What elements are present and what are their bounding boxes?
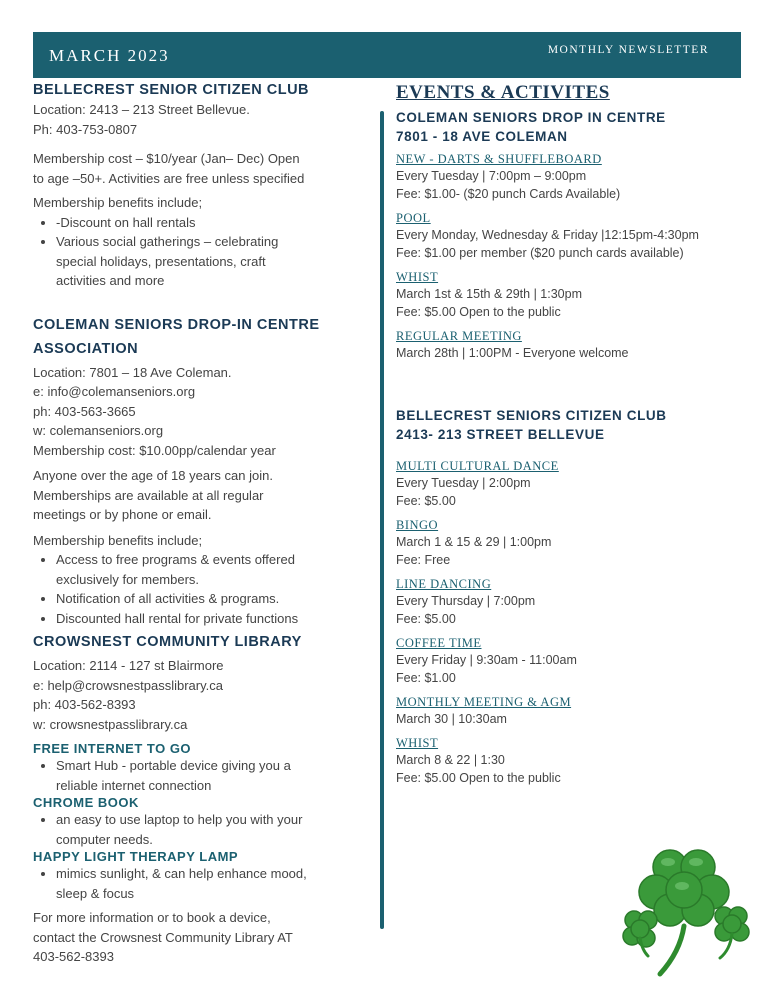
list-item-text: Various social gatherings – celebrating <box>56 234 279 249</box>
coleman-para-line: Memberships are available at all regular <box>33 487 264 503</box>
chrome-list <box>33 810 378 849</box>
list-item-text: Smart Hub - portable device giving you a <box>56 758 291 773</box>
coleman-events-name: COLEMAN SENIORS DROP IN CENTRE <box>396 110 666 125</box>
event-item <box>396 735 748 787</box>
coleman-info <box>33 363 378 461</box>
bellecrest-info <box>33 100 378 139</box>
event-fee: Fee: Free <box>396 553 451 567</box>
bellecrest-location: Location: 2413 – 213 Street Bellevue. <box>33 102 250 117</box>
event-name: REGULAR MEETING <box>396 329 522 343</box>
list-item <box>56 550 378 589</box>
event-item <box>396 635 748 687</box>
list-item-text: activities and more <box>56 273 165 288</box>
bellecrest-benefits-list <box>33 213 378 291</box>
internet-title: FREE INTERNET TO GO <box>33 741 192 756</box>
list-item <box>56 232 378 291</box>
event-name: LINE DANCING <box>396 577 492 591</box>
library-location: Location: 2114 - 127 st Blairmore <box>33 658 224 673</box>
list-item <box>56 810 378 849</box>
event-name: MULTI CULTURAL DANCE <box>396 459 559 473</box>
bellecrest-benefits-intro: Membership benefits include; <box>33 195 203 210</box>
event-name: POOL <box>396 211 431 225</box>
event-fee: Fee: $1.00- ($20 punch Cards Available) <box>396 187 621 201</box>
newsletter-label: MONTHLY NEWSLETTER <box>547 44 709 56</box>
bellecrest-events-address: 2413- 213 STREET BELLEVUE <box>396 427 605 442</box>
event-name: WHIST <box>396 270 439 284</box>
events-title: EVENTS & ACTIVITES <box>396 82 610 103</box>
event-time: Every Friday | 9:30am - 11:00am <box>396 653 577 667</box>
event-time: Every Tuesday | 7:00pm – 9:00pm <box>396 169 587 183</box>
shamrock-icon <box>620 842 755 982</box>
event-name: WHIST <box>396 736 439 750</box>
event-time: Every Tuesday | 2:00pm <box>396 476 531 490</box>
list-item <box>56 756 378 795</box>
coleman-website[interactable]: w: colemanseniors.org <box>33 423 164 438</box>
library-title: CROWSNEST COMMUNITY LIBRARY <box>33 634 302 650</box>
left-column <box>33 82 378 967</box>
list-item-text: sleep & focus <box>56 885 135 901</box>
list-item-text: exclusively for members. <box>56 571 200 587</box>
bellecrest-title: BELLECREST SENIOR CITIZEN CLUB <box>33 82 310 98</box>
internet-list <box>33 756 378 795</box>
event-item <box>396 269 748 321</box>
event-item <box>396 694 748 728</box>
event-fee: Fee: $5.00 Open to the public <box>396 305 561 319</box>
event-fee: Fee: $1.00 per member ($20 punch cards available) <box>396 246 684 260</box>
lamp-title: HAPPY LIGHT THERAPY LAMP <box>33 849 239 864</box>
lamp-list <box>33 864 378 903</box>
coleman-para-line: meetings or by phone or email. <box>33 507 212 522</box>
list-item-text: reliable internet connection <box>56 777 212 793</box>
header-banner <box>33 32 741 78</box>
event-item <box>396 517 748 569</box>
library-more-line: 403-562-8393 <box>33 949 114 964</box>
list-item-text: computer needs. <box>56 831 153 847</box>
coleman-events-address: 7801 - 18 AVE COLEMAN <box>396 129 568 144</box>
library-more-info <box>33 908 378 967</box>
coleman-title-line: ASSOCIATION <box>33 340 139 357</box>
coleman-events-header <box>396 108 748 146</box>
event-item <box>396 210 748 262</box>
coleman-benefits-intro: Membership benefits include; <box>33 532 203 548</box>
library-more-line: contact the Crowsnest Community Library AT <box>33 929 293 945</box>
bellecrest-cost-line: Membership cost – $10/year (Jan– Dec) Open <box>33 151 300 166</box>
coleman-phone: ph: 403-563-3665 <box>33 403 136 419</box>
coleman-para <box>33 466 378 525</box>
bellecrest-cost-line: to age –50+. Activities are free unless specified <box>33 170 305 186</box>
coleman-title <box>33 313 378 361</box>
event-time: March 1st & 15th & 29th | 1:30pm <box>396 287 582 301</box>
list-item: • Discounted hall rental for private functions <box>56 609 378 629</box>
event-time: Every Thursday | 7:00pm <box>396 594 536 608</box>
library-more-line: For more information or to book a device, <box>33 910 271 925</box>
list-item: • -Discount on hall rentals <box>56 213 378 233</box>
library-website[interactable]: w: crowsnestpasslibrary.ca <box>33 716 188 732</box>
list-item <box>56 864 378 903</box>
coleman-title-line: COLEMAN SENIORS DROP-IN CENTRE <box>33 316 320 333</box>
list-item-text: Access to free programs & events offered <box>56 552 295 567</box>
bellecrest-events-header <box>396 406 748 444</box>
coleman-location: Location: 7801 – 18 Ave Coleman. <box>33 364 232 380</box>
event-time: March 30 | 10:30am <box>396 712 507 726</box>
bellecrest-phone: Ph: 403-753-0807 <box>33 121 138 137</box>
right-column <box>396 82 748 787</box>
issue-month: MARCH 2023 <box>49 46 170 65</box>
list-item-text: mimics sunlight, & can help enhance mood, <box>56 866 307 881</box>
event-time: March 8 & 22 | 1:30 <box>396 753 505 767</box>
list-item-text: special holidays, presentations, craft <box>56 253 266 269</box>
event-time: March 1 & 15 & 29 | 1:00pm <box>396 535 552 549</box>
coleman-para-line: Anyone over the age of 18 years can join. <box>33 468 273 483</box>
list-item-text: an easy to use laptop to help you with your <box>56 812 303 827</box>
library-info <box>33 656 378 734</box>
chrome-title: CHROME BOOK <box>33 795 139 810</box>
event-fee: Fee: $5.00 Open to the public <box>396 771 561 785</box>
event-fee: Fee: $5.00 <box>396 494 456 508</box>
library-phone: ph: 403-562-8393 <box>33 697 136 712</box>
event-item <box>396 458 748 510</box>
list-item: • Notification of all activities & programs. <box>56 589 378 609</box>
event-name: MONTHLY MEETING & AGM <box>396 695 572 709</box>
coleman-email[interactable]: e: info@colemanseniors.org <box>33 384 196 399</box>
event-item <box>396 151 748 203</box>
coleman-benefits-list <box>33 550 378 628</box>
column-divider <box>380 111 384 929</box>
event-name: NEW - DARTS & SHUFFLEBOARD <box>396 152 602 166</box>
event-item <box>396 328 748 362</box>
coleman-membership-cost: Membership cost: $10.00pp/calendar year <box>33 442 276 458</box>
bellecrest-events-name: BELLECREST SENIORS CITIZEN CLUB <box>396 408 667 423</box>
event-name: COFFEE TIME <box>396 636 482 650</box>
event-fee: Fee: $5.00 <box>396 612 456 626</box>
library-email[interactable]: e: help@crowsnestpasslibrary.ca <box>33 677 223 693</box>
event-name: BINGO <box>396 518 439 532</box>
bellecrest-cost <box>33 149 378 188</box>
event-time: March 28th | 1:00PM - Everyone welcome <box>396 346 629 360</box>
event-item <box>396 576 748 628</box>
event-time: Every Monday, Wednesday & Friday |12:15pm-4:30pm <box>396 228 699 242</box>
event-fee: Fee: $1.00 <box>396 671 456 685</box>
